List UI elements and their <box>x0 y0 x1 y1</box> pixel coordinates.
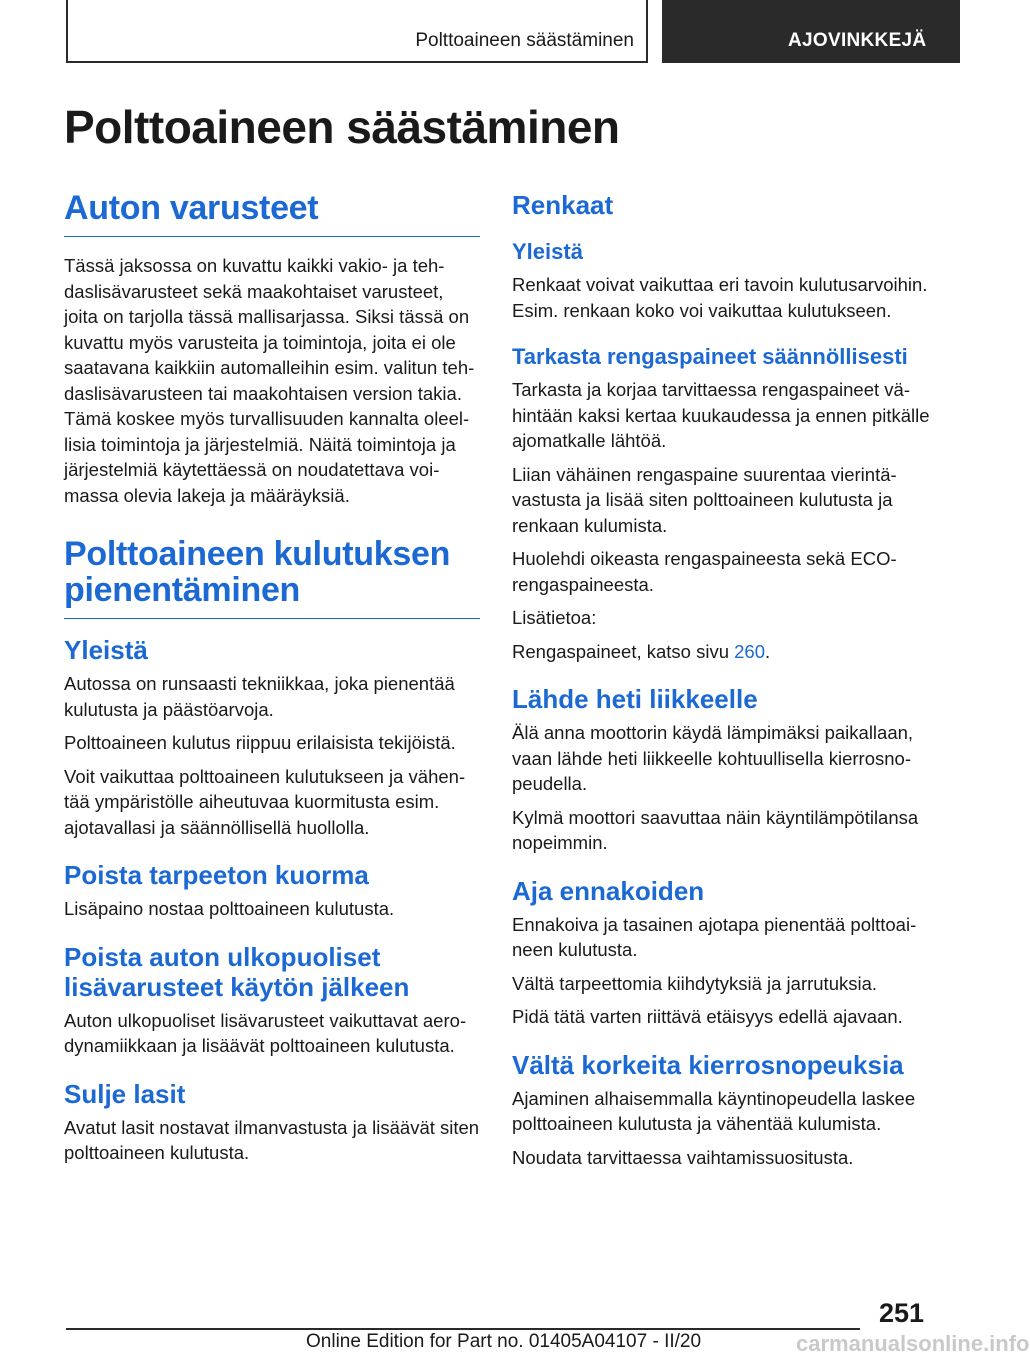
paragraph: Avatut lasit nostavat ilmanvastusta ja lisäävät siten polttoaineen kulutusta. <box>64 1116 480 1163</box>
paragraph: Huolehdi oikeasta rengaspaineesta sekä ECO-rengaspaineesta. <box>512 548 897 595</box>
paragraph: Liian vähäinen rengaspaine suurentaa vierintävastusta ja lisää siten polttoaineen kulutusta ja renkaan kulumista. <box>512 463 897 536</box>
edition-note: Online Edition for Part no. 01405A04107 - II/20 <box>306 1331 702 1352</box>
paragraph: Polttoaineen kulutus riippuu erilaisista tekijöistä. <box>64 732 456 753</box>
subheading-remove-accessories: Poista auton ulkopuoliset lisävarusteet käytön jälkeen <box>64 941 410 1002</box>
chapter-title: AJOVINKKEJÄ <box>788 30 927 51</box>
paragraph: Tarkasta ja korjaa tarvittaessa rengaspaineet vähintään kaksi kertaa kuukaudessa ja ennen pitkälle ajomatkalle lähtöä. <box>512 379 930 451</box>
subheading-remove-load: Poista tarpeeton kuorma <box>64 860 369 890</box>
page-number: 251 <box>878 1298 924 1328</box>
paragraph: Ennakoiva ja tasainen ajotapa pienentää polttoaineen kulutusta. <box>512 913 917 960</box>
subheading-avoid-high-revs: Vältä korkeita kierrosnopeuksia <box>512 1049 904 1080</box>
page-title: Polttoaineen säästäminen <box>64 101 620 153</box>
paragraph: Renkaat voivat vaikuttaa eri tavoin kulutusarvoihin. Esim. renkaan koko voi vaikuttaa kulutukseen. <box>512 274 928 321</box>
paragraph: Voit vaikuttaa polttoaineen kulutukseen ja vähentää ympäristölle aiheutuvaa kuormitusta esim. ajotavallasi ja säännöllisellä huollolla. <box>64 765 466 838</box>
subheading-tyres: Renkaat <box>512 190 614 220</box>
paragraph: Pidä tätä varten riittävä etäisyys edellä ajavaan. <box>512 1006 903 1027</box>
paragraph: Noudata tarvittaessa vaihtamissuositusta. <box>512 1146 854 1168</box>
cross-reference-end: . <box>765 640 771 662</box>
left-column <box>64 190 480 1174</box>
subheading-check-tyre-pressure: Tarkasta rengaspaineet säännöllisesti <box>512 344 908 369</box>
section-heading-equipment: Auton varusteet <box>64 190 480 237</box>
paragraph: Kylmä moottori saavuttaa näin käyntilämpötilansa nopeimmin. <box>512 806 919 853</box>
paragraph: Autossa on runsaasti tekniikkaa, joka pienentää kulutusta ja päästöarvoja. <box>64 673 455 720</box>
paragraph: Ajaminen alhaisemmalla käyntinopeudella laskee polttoaineen kulutusta ja vähentää kulumista. <box>512 1087 916 1134</box>
page-link-260[interactable]: 260 <box>734 640 766 662</box>
right-column <box>512 190 930 1178</box>
footer-divider <box>66 1328 860 1330</box>
paragraph: Vältä tarpeettomia kiihdytyksiä ja jarrutuksia. <box>512 972 878 994</box>
equipment-body: Tässä jaksossa on kuvattu kaikki vakio- ja tehdaslisävarusteet sekä maakohtaiset varusteet, joita on tarjolla tässä mallisarjassa. Siksi tässä on kuvattu myös varusteita ja toimintoja, joita ei ole saatavana kaikkiin automalleihin esim. valitun tehdaslisävarusteen tai maakohtaisen version takia. Tämä koskee myös turvallisuuden kannalta oleellisia toimintoja ja järjestelmiä. Näitä toimintoja ja järjestelmiä käytettäessä on noudatettava voimassa olevia lakeja ja määräyksiä. <box>64 255 475 506</box>
paragraph: Lisäpaino nostaa polttoaineen kulutusta. <box>64 898 395 919</box>
subheading-close-windows: Sulje lasit <box>64 1078 186 1109</box>
cross-reference-text: Rengaspaineet, katso sivu <box>512 640 735 662</box>
subheading-general: Yleistä <box>512 239 583 264</box>
subheading-drive-off: Lähde heti liikkeelle <box>512 684 758 714</box>
subheading-anticipate: Aja ennakoiden <box>512 875 705 906</box>
paragraph: Älä anna moottorin käydä lämpimäksi paikallaan, vaan lähde heti liikkeelle kohtuullisella kierrosnopeudella. <box>512 722 914 794</box>
subheading-general: Yleistä <box>64 635 148 665</box>
watermark: carmanualsonline.info <box>796 1331 1030 1356</box>
cross-reference <box>512 639 930 665</box>
paragraph: Lisätietoa: <box>512 607 597 628</box>
header-chapter-tab <box>662 0 960 63</box>
section-heading-fuel-reduction: Polttoaineen kulutuksen pienentäminen <box>64 536 480 619</box>
header-section-title: Polttoaineen säästäminen <box>415 30 634 51</box>
paragraph: Auton ulkopuoliset lisävarusteet vaikuttavat aerodynamiikkaan ja lisäävät polttoaineen kulutusta. <box>64 1009 467 1056</box>
